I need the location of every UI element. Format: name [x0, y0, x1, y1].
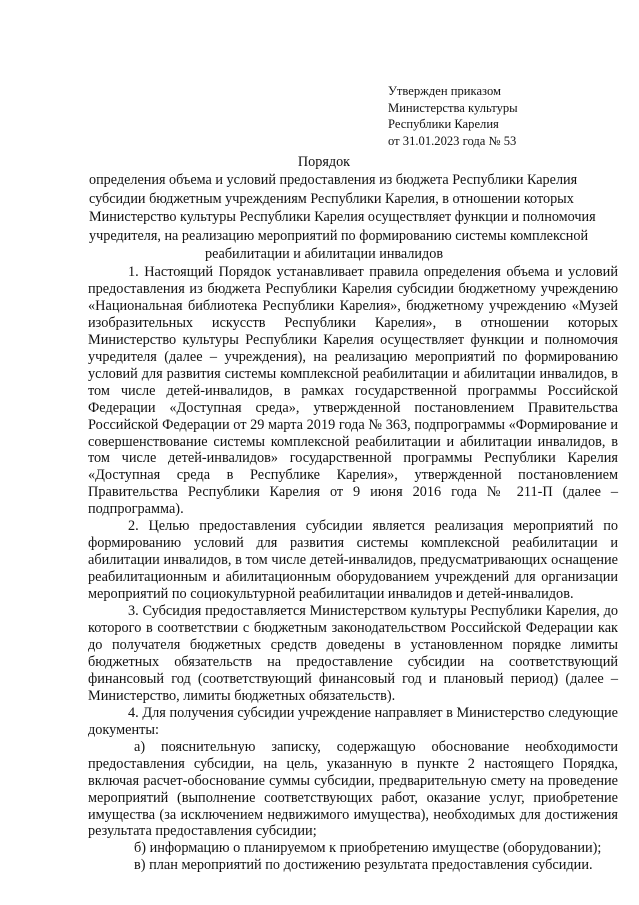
title-line-1: определения объема и условий предоставления из бюджета Республики Карелия [89, 172, 578, 189]
approval-line-1: Утвержден приказом [388, 84, 501, 98]
document-body [88, 264, 618, 874]
paragraph-4: 4. Для получения субсидии учреждение направляет в Министерство следующие документы: [88, 704, 618, 738]
approval-stamp [388, 83, 628, 149]
paragraph-2: 2. Целью предоставления субсидии является реализация мероприятий по формированию условий для развития системы комплексной реабилитации и абилитации инвалидов, в том числе детей-инвалидов, предусматривающих оснащение реабилитационным и абилитационным оборудованием учреждений для организации мероприятий по социокультурной реабилитации инвалидов и детей-инвалидов. [88, 518, 618, 603]
paragraph-1: 1. Настоящий Порядок устанавливает правила определения объема и условий предоставления из бюджета Республики Карелия субсидии бюджетному учреждению «Национальная библиотека Республики Карелия», бюджетному учреждению «Музей изобразительных искусств Республики Карелия», в отношении которых Министерство культуры Республики Карелия осуществляет функции и полномочия учредителя (далее – учреждения), на реализацию мероприятий по формированию условий для развития системы комплексной реабилитации и абилитации инвалидов, в том числе детей-инвалидов, в рамках государственной программы Российской Федерации «Доступная среда», утвержденной постановлением Правительства Российской Федерации от 29 марта 2019 года № 363, подпрограммы «Формирование и совершенствование системы комплексной реабилитации и абилитации инвалидов, в том числе детей-инвалидов» государственной программы Республики Карелия «Доступная среда в Республике Карелия», утвержденной постановлением Правительства Республики Карелия от 9 июня 2016 года № 211-П (далее – подпрограмма). [88, 264, 618, 518]
title-line-4: учредителя, на реализацию мероприятий по формированию системы комплексной [89, 227, 589, 244]
paragraph-3: 3. Субсидия предоставляется Министерством культуры Республики Карелия, до которого в соответствии с бюджетным законодательством Российской Федерации как до получателя бюджетных средств доведены в установленном порядке лимиты бюджетных обязательств на предоставление субсидии на соответствующий финансовый год (соответствующий финансовый год и плановый период) (далее – Министерство, лимиты бюджетных обязательств). [88, 603, 618, 704]
paragraph-4b: б) информацию о планируемом к приобретению имуществе (оборудовании); [134, 840, 602, 857]
approval-line-2: Министерства культуры [388, 100, 518, 115]
title-line-2: субсидии бюджетным учреждениям Республики Карелия, в отношении которых [89, 190, 574, 207]
approval-line-4: от 31.01.2023 года № 53 [388, 133, 517, 148]
title-heading: Порядок [297, 154, 351, 170]
paragraph-4a: а) пояснительную записку, содержащую обоснование необходимости предоставления субсидии, на цель, указанную в пункте 2 настоящего Порядка, включая расчет-обоснование суммы субсидии, предварительную смету на проведение мероприятий (выполнение соответствующих работ, оказание услуг, приобретение имущества (за исключением недвижимого имущества), необходимых для достижения результата предоставления субсидии; [88, 738, 618, 840]
title-line-3: Министерство культуры Республики Карелия осуществляет функции и полномочия [89, 209, 596, 226]
title-line-5: реабилитации и абилитации инвалидов [204, 246, 444, 263]
document-title [89, 153, 596, 263]
approval-line-3: Республики Карелия [388, 117, 499, 131]
paragraph-4c: в) план мероприятий по достижению результата предоставления субсидии. [134, 857, 593, 874]
